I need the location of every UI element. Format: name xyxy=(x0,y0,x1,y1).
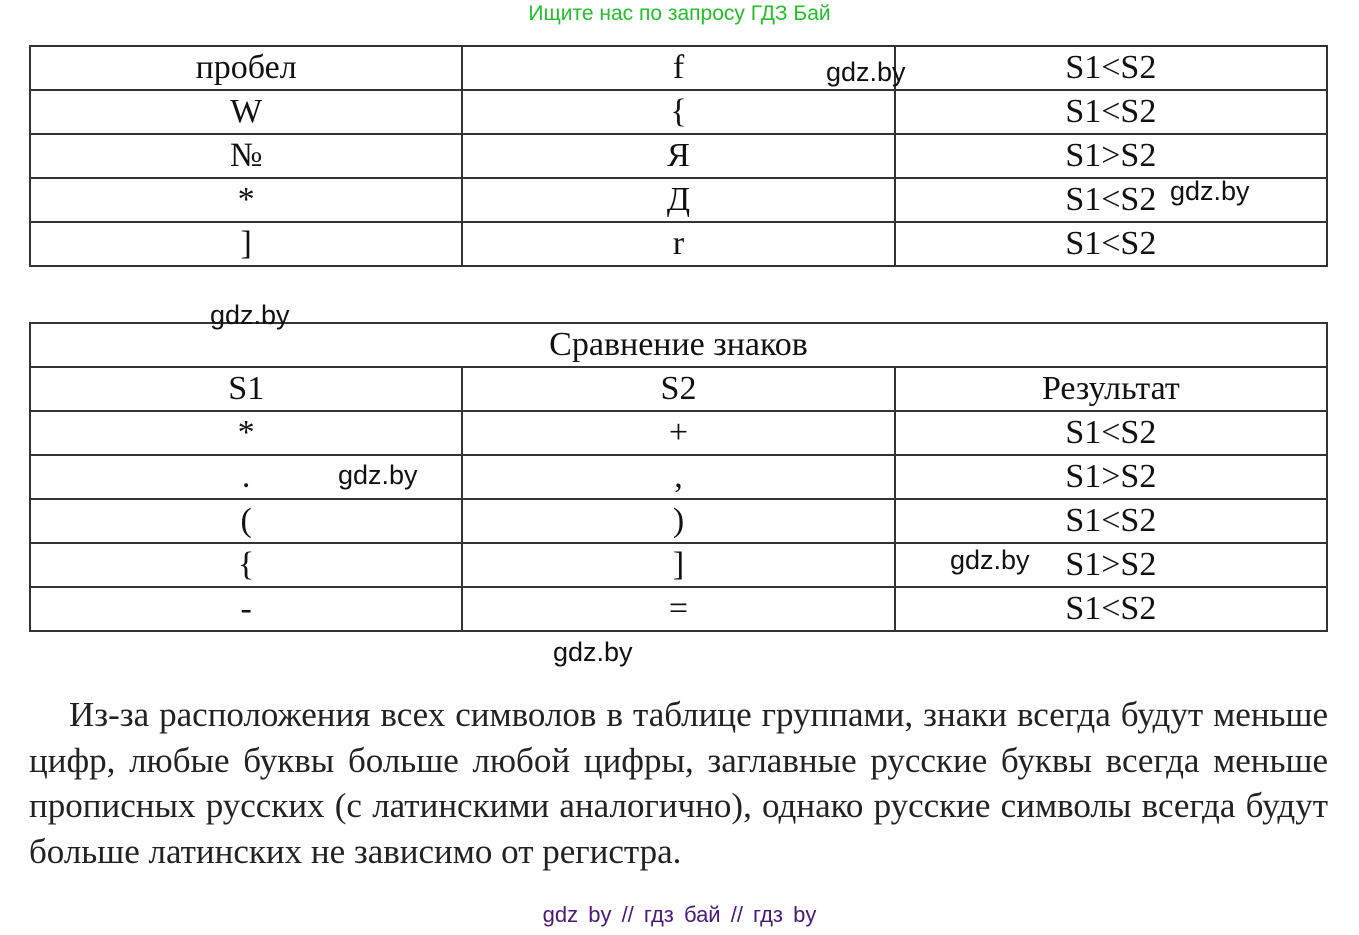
table-cell: + xyxy=(462,411,894,455)
table-cell: Д xyxy=(462,178,894,222)
table-cell: S1>S2 xyxy=(895,543,1327,587)
table-title: Сравнение знаков xyxy=(30,323,1327,367)
footer-links: gdz by // гдз бай // гдз by xyxy=(542,902,817,927)
table-cell: S1<S2 xyxy=(895,222,1327,266)
table-cell: S1<S2 xyxy=(895,178,1327,222)
watermark: gdz.by xyxy=(553,637,633,667)
table-row xyxy=(30,90,1327,134)
table-cell: S1<S2 xyxy=(895,587,1327,631)
table-cell: f xyxy=(462,46,894,90)
table-cell: Я xyxy=(462,134,894,178)
table-row xyxy=(30,455,1327,499)
explanation-paragraph: Из-за расположения всех символов в таблице группами, знаки всегда будут меньше цифр, любые буквы больше любой цифры, заглавные русские буквы всегда меньше прописных русских (с латинскими аналогично), однако русские символы всегда будут больше латинских не зависимо от регистра. xyxy=(29,695,1328,871)
table-cell: = xyxy=(462,587,894,631)
table-cell: S1>S2 xyxy=(895,455,1327,499)
table-row xyxy=(30,411,1327,455)
table-cell: r xyxy=(462,222,894,266)
column-header-s1: S1 xyxy=(30,367,462,411)
table-header-row xyxy=(30,367,1327,411)
column-header-result: Результат xyxy=(895,367,1327,411)
comparison-table-2 xyxy=(29,322,1328,632)
search-banner: Ищите нас по запросу ГДЗ Бай xyxy=(528,2,831,25)
table-cell: пробел xyxy=(30,46,462,90)
table-cell: * xyxy=(30,411,462,455)
table-row xyxy=(30,543,1327,587)
watermark: gdz.by xyxy=(950,545,1030,575)
table-cell: { xyxy=(30,543,462,587)
table-row xyxy=(30,222,1327,266)
table-cell: ] xyxy=(462,543,894,587)
table-row xyxy=(30,46,1327,90)
watermark: gdz.by xyxy=(338,460,418,490)
table-row xyxy=(30,178,1327,222)
table-cell: S1>S2 xyxy=(895,134,1327,178)
table-cell: { xyxy=(462,90,894,134)
table-cell: - xyxy=(30,587,462,631)
watermark: gdz.by xyxy=(826,57,906,87)
column-header-s2: S2 xyxy=(462,367,894,411)
table-cell: . xyxy=(30,455,462,499)
table-cell: * xyxy=(30,178,462,222)
table-cell: № xyxy=(30,134,462,178)
table-row xyxy=(30,134,1327,178)
table-cell: S1<S2 xyxy=(895,411,1327,455)
table-cell: S1<S2 xyxy=(895,499,1327,543)
table-row xyxy=(30,499,1327,543)
table-cell: S1<S2 xyxy=(895,46,1327,90)
table-cell: ( xyxy=(30,499,462,543)
table-cell: ] xyxy=(30,222,462,266)
watermark: gdz.by xyxy=(1170,176,1250,206)
table-cell: , xyxy=(462,455,894,499)
table-cell: ) xyxy=(462,499,894,543)
watermark: gdz.by xyxy=(210,300,290,330)
comparison-table-1 xyxy=(29,45,1328,267)
table-row xyxy=(30,587,1327,631)
table-cell: S1<S2 xyxy=(895,90,1327,134)
table-cell: W xyxy=(30,90,462,134)
